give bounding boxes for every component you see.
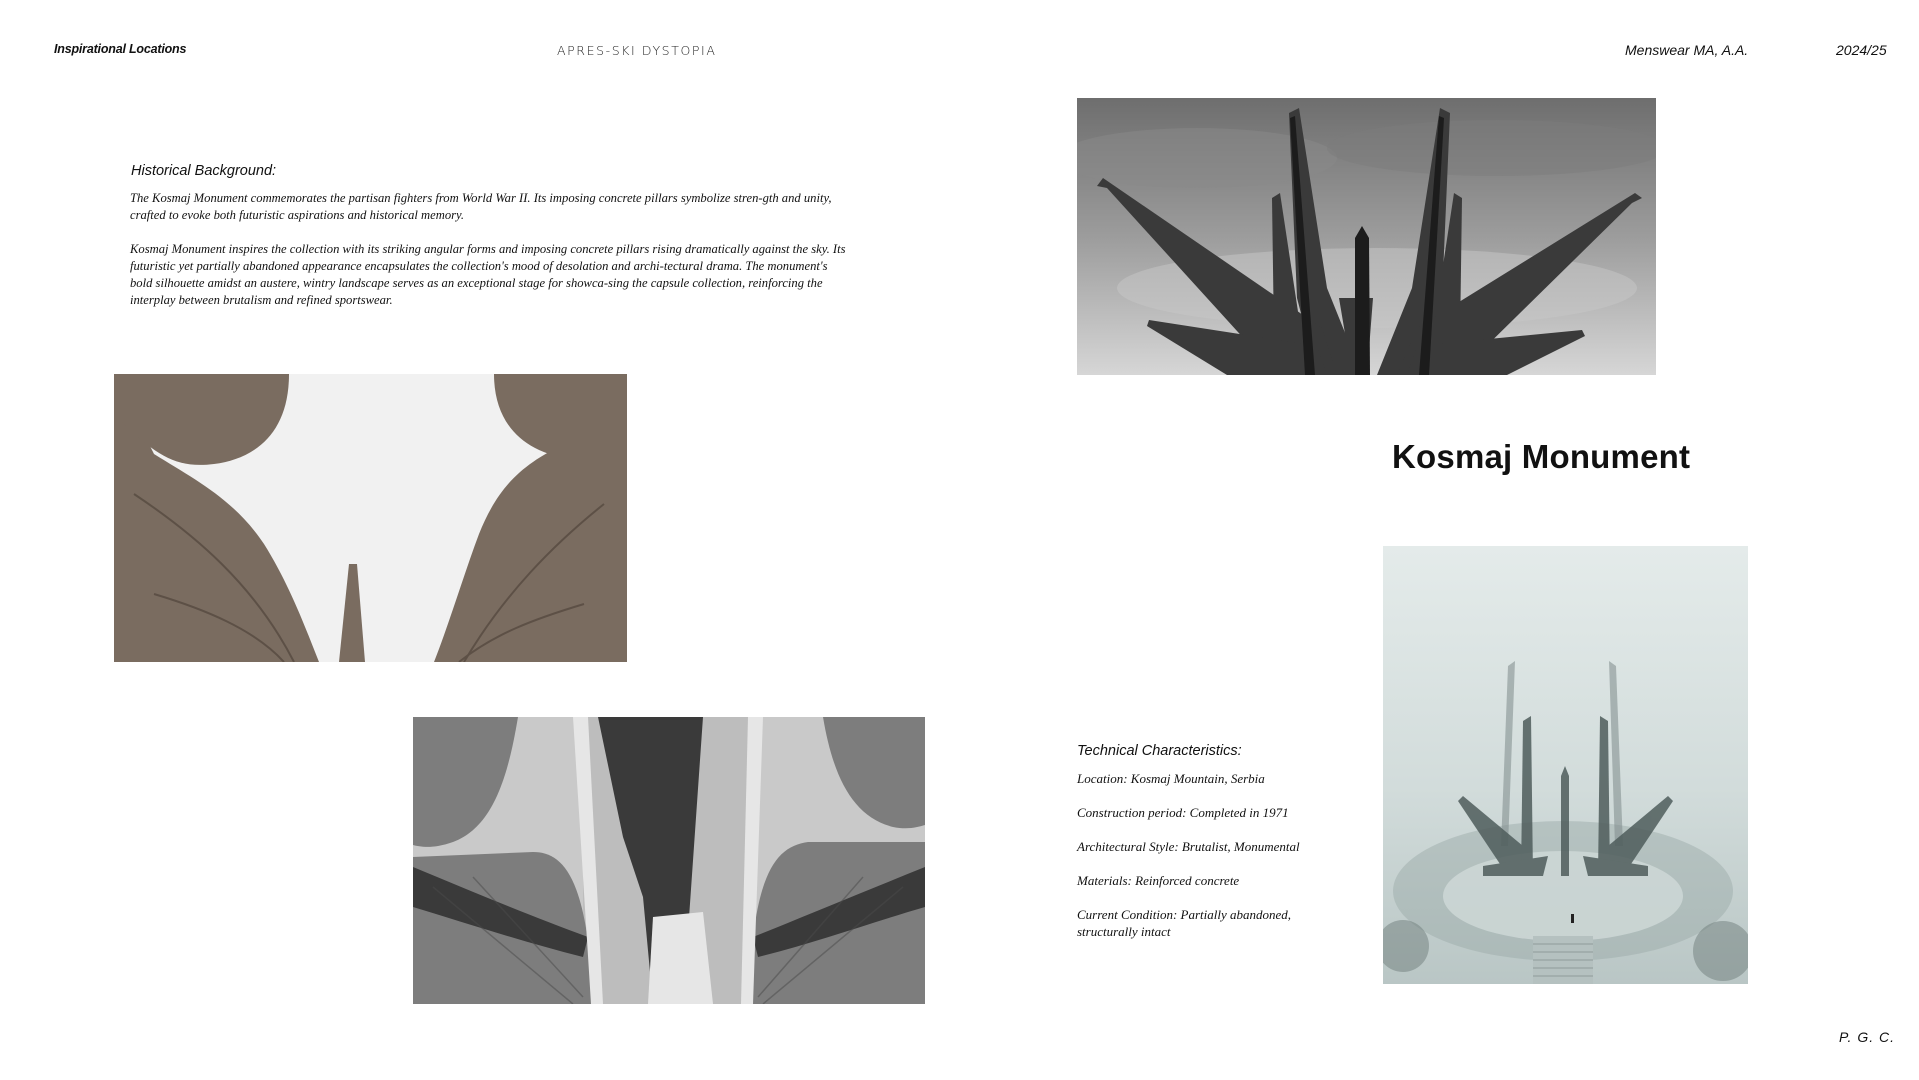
monument-underside-photo bbox=[413, 717, 925, 1004]
page-title: Kosmaj Monument bbox=[1392, 438, 1691, 475]
historical-paragraph-1: The Kosmaj Monument commemorates the partisan fighters from World War II. Its imposing concrete pillars symbolize stren-gth and unity, crafted to evoke both futuristic aspirations and historical memory. bbox=[130, 191, 832, 222]
tech-current-condition: Current Condition: Partially abandoned, structurally intact bbox=[1077, 907, 1292, 939]
tech-construction-period: Construction period: Completed in 1971 bbox=[1077, 805, 1289, 820]
historical-paragraph-2: Kosmaj Monument inspires the collection with its striking angular forms and imposing concrete pillars rising dramatically against the sky. Its futuristic yet partially abandoned appearance encapsulates the collection's mood of desolation and archi-tectural drama. The monument's bold silhouette amidst an austere, wintry landscape serves as an exceptional stage for showca-sing the capsule collection, reinforcing the interplay between brutalism and refined sportswear. bbox=[130, 242, 846, 307]
monument-closeup-photo bbox=[114, 374, 627, 662]
monument-sky-photo bbox=[1077, 98, 1656, 375]
header-section-label: Inspirational Locations bbox=[54, 42, 187, 56]
header-year: 2024/25 bbox=[1836, 42, 1887, 58]
header-program: Menswear MA, A.A. bbox=[1625, 42, 1749, 58]
technical-characteristics-heading: Technical Characteristics: bbox=[1077, 743, 1242, 759]
tech-architectural-style: Architectural Style: Brutalist, Monumental bbox=[1077, 839, 1300, 854]
tech-location: Location: Kosmaj Mountain, Serbia bbox=[1077, 771, 1265, 786]
footer-initials: P. G. C. bbox=[1839, 1029, 1895, 1045]
historical-background-heading: Historical Background: bbox=[131, 163, 277, 179]
tech-materials: Materials: Reinforced concrete bbox=[1077, 873, 1240, 888]
technical-characteristics-list bbox=[1077, 770, 1347, 957]
monument-fog-photo bbox=[1383, 546, 1748, 984]
header-collection-title: APRES-SKI DYSTOPIA bbox=[557, 43, 717, 58]
